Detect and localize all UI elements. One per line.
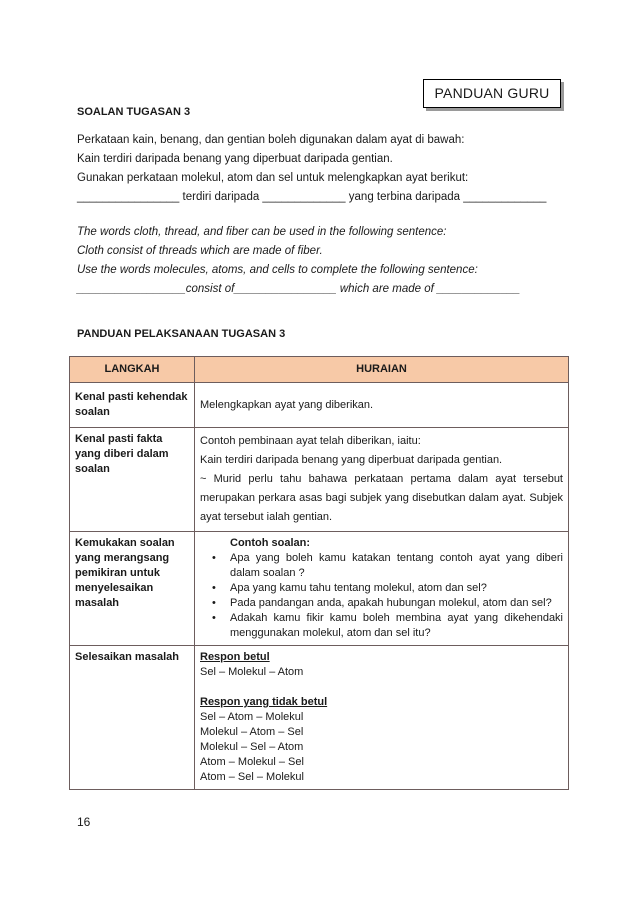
table-row (70, 646, 569, 790)
row-label: Selesaikan masalah (70, 646, 195, 790)
contoh-soalan-heading: Contoh soalan: (230, 537, 311, 549)
list-item: • Pada pandangan anda, apakah hubungan molekul, atom dan sel? (230, 596, 563, 611)
table-row (70, 532, 569, 646)
respon-betul-heading: Respon betul (200, 651, 270, 663)
respon-tidak-betul-item: Sel – Atom – Molekul (200, 711, 304, 723)
respon-tidak-betul-item: Atom – Molekul – Sel (200, 756, 304, 768)
soalan-title: SOALAN TUGASAN 3 (77, 106, 191, 118)
row-label: Kenal pasti kehendak soalan (70, 383, 195, 428)
row-text (195, 532, 569, 646)
soalan-en-blank-line: _________________consist of________________ which are made of _____________ (77, 283, 521, 295)
table-row (70, 428, 569, 532)
panduan-guru-label: PANDUAN GURU (423, 79, 561, 108)
page-number: 16 (77, 815, 91, 829)
soalan-malay-text (77, 131, 567, 207)
respon-tidak-betul-item: Atom – Sel – Molekul (200, 771, 304, 783)
respon-tidak-betul-heading: Respon yang tidak betul (200, 696, 328, 708)
header-huraian: HURAIAN (195, 357, 569, 383)
row-text: Melengkapkan ayat yang diberikan. (195, 383, 569, 428)
soalan-ms-line: Gunakan perkataan molekul, atom dan sel untuk melengkapkan ayat berikut: (77, 172, 469, 184)
row-line: Kain terdiri daripada benang yang diperbuat daripada gentian. (200, 454, 503, 466)
soalan-en-line: The words cloth, thread, and fiber can be used in the following sentence: (77, 226, 447, 238)
spacer (200, 680, 563, 695)
header-langkah: LANGKAH (70, 357, 195, 383)
row-line: ~ Murid perlu tahu bahawa perkataan pertama dalam ayat tersebut merupakan perkara asas bagi subjek yang disebutkan dalam ayat. Subjek ayat tersebut ialah gentian. (200, 473, 563, 523)
soalan-english-text (77, 223, 567, 299)
panduan-title: PANDUAN PELAKSANAAN TUGASAN 3 (77, 328, 286, 340)
table-header-row (70, 357, 569, 383)
respon-betul-text: Sel – Molekul – Atom (200, 666, 304, 678)
soalan-en-line: Cloth consist of threads which are made of fiber. (77, 245, 323, 257)
row-label: Kenal pasti fakta yang diberi dalam soalan (70, 428, 195, 532)
row-text (195, 646, 569, 790)
respon-tidak-betul-item: Molekul – Sel – Atom (200, 741, 304, 753)
panduan-table (69, 356, 569, 790)
soalan-ms-line: Kain terdiri daripada benang yang diperbuat daripada gentian. (77, 153, 393, 165)
soalan-ms-blank-line: ________________ terdiri daripada _____________ yang terbina daripada _____________ (77, 191, 547, 203)
table-row (70, 383, 569, 428)
list-item: • Apa yang boleh kamu katakan tentang contoh ayat yang diberi dalam soalan ? (230, 551, 563, 581)
soalan-ms-line: Perkataan kain, benang, dan gentian boleh digunakan dalam ayat di bawah: (77, 134, 465, 146)
respon-tidak-betul-item: Molekul – Atom – Sel (200, 726, 304, 738)
contoh-soalan-list (200, 551, 563, 641)
row-text (195, 428, 569, 532)
soalan-en-line: Use the words molecules, atoms, and cells to complete the following sentence: (77, 264, 478, 276)
list-item: • Adakah kamu fikir kamu boleh membina ayat yang dikehendaki menggunakan molekul, atom dan sel itu? (230, 611, 563, 641)
list-item: • Apa yang kamu tahu tentang molekul, atom dan sel? (230, 581, 563, 596)
row-line: Contoh pembinaan ayat telah diberikan, iaitu: (200, 435, 421, 447)
row-label: Kemukakan soalan yang merangsang pemikiran untuk menyelesaikan masalah (70, 532, 195, 646)
